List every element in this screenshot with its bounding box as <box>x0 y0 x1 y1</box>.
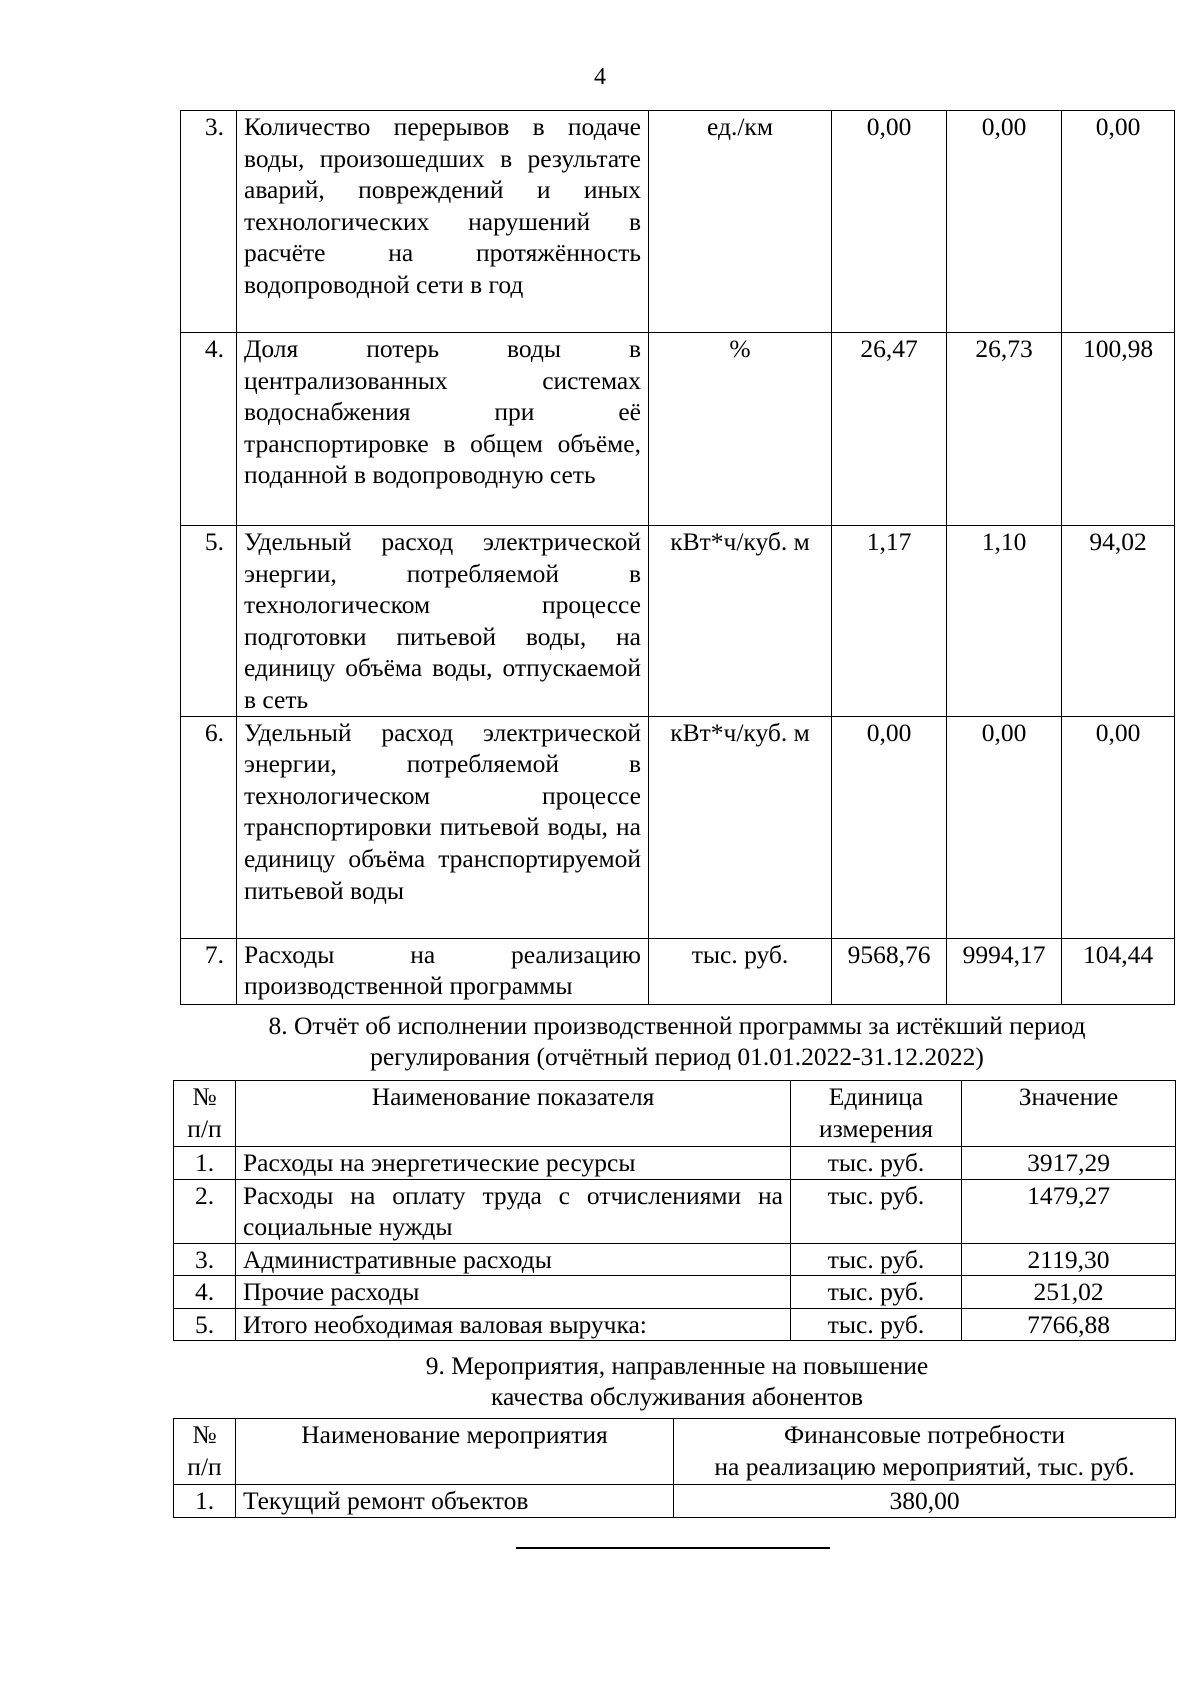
unit: тыс. руб. <box>791 1179 962 1243</box>
value-2: 1,10 <box>947 526 1062 717</box>
indicator-name: Итого необходимая валовая выручка: <box>236 1308 791 1341</box>
indicator-name: Доля потерь воды в централизованных системах водоснабжения при её транспортировке в общем объёме, поданной в водопроводную сеть <box>237 333 649 526</box>
header-num: № п/п <box>174 1081 236 1147</box>
table-row <box>174 1243 1176 1276</box>
unit: ед./км <box>649 111 832 333</box>
table-header-row <box>174 1419 1176 1485</box>
header-finance <box>674 1419 1176 1485</box>
section-9-title-line-2: качества обслуживания абонентов <box>490 1382 864 1411</box>
value: 2119,30 <box>962 1243 1176 1276</box>
section-8-title-line-1: 8. Отчёт об исполнении производственной программы за истёкший период <box>268 1011 1086 1040</box>
value-1: 0,00 <box>832 716 947 938</box>
indicator-name: Удельный расход электрической энергии, потребляемой в технологическом процессе транспортировки питьевой воды, на единицу объёма транспортируемой питьевой воды <box>237 716 649 938</box>
indicator-name: Расходы на энергетические ресурсы <box>236 1147 791 1180</box>
header-finance-line-2: на реализацию мероприятий, тыс. руб. <box>714 1451 1135 1481</box>
indicator-name: Прочие расходы <box>236 1276 791 1309</box>
header-unit: Единица измерения <box>791 1081 962 1147</box>
table-row <box>181 716 1175 938</box>
value-2: 0,00 <box>947 716 1062 938</box>
finance-value: 380,00 <box>674 1485 1176 1518</box>
section-8-title-line-2: регулирования (отчётный период 01.01.2022-31.12.2022) <box>370 1042 984 1071</box>
table-row <box>174 1147 1176 1180</box>
indicators-table <box>180 110 1175 1005</box>
unit: кВт*ч/куб. м <box>649 526 832 717</box>
value-2: 9994,17 <box>947 938 1062 1004</box>
unit: тыс. руб. <box>649 938 832 1004</box>
value-1: 0,00 <box>832 111 947 333</box>
indicator-name: Расходы на оплату труда с отчислениями на социальные нужды <box>236 1179 791 1243</box>
report-table <box>173 1080 1176 1341</box>
value-3: 0,00 <box>1062 716 1175 938</box>
value-3: 104,44 <box>1062 938 1175 1004</box>
table-row <box>174 1308 1176 1341</box>
row-number: 4. <box>174 1276 236 1309</box>
value-3: 100,98 <box>1062 333 1175 526</box>
table-row <box>174 1485 1176 1518</box>
row-number: 3. <box>174 1243 236 1276</box>
row-number: 7. <box>181 938 237 1004</box>
table-row <box>181 938 1175 1004</box>
indicator-name: Удельный расход электрической энергии, потребляемой в технологическом процессе подготовки питьевой воды, на единицу объёма воды, отпускаемой в сеть <box>237 526 649 717</box>
value-1: 9568,76 <box>832 938 947 1004</box>
row-number: 1. <box>174 1147 236 1180</box>
unit: тыс. руб. <box>791 1276 962 1309</box>
table-row <box>181 111 1175 333</box>
section-9-title <box>180 1350 1174 1412</box>
table-row <box>174 1179 1176 1243</box>
closing-rule <box>516 1547 830 1549</box>
unit: кВт*ч/куб. м <box>649 716 832 938</box>
value: 3917,29 <box>962 1147 1176 1180</box>
table-row <box>181 333 1175 526</box>
header-num: № п/п <box>174 1419 236 1485</box>
indicator-name: Административные расходы <box>236 1243 791 1276</box>
measure-name: Текущий ремонт объектов <box>236 1485 674 1518</box>
table-row <box>174 1276 1176 1309</box>
row-number: 5. <box>181 526 237 717</box>
row-number: 3. <box>181 111 237 333</box>
value-3: 0,00 <box>1062 111 1175 333</box>
row-number: 5. <box>174 1308 236 1341</box>
value-3: 94,02 <box>1062 526 1175 717</box>
page-number: 4 <box>594 64 606 90</box>
unit: тыс. руб. <box>791 1147 962 1180</box>
section-9-title-line-1: 9. Мероприятия, направленные на повышение <box>425 1351 929 1380</box>
row-number: 1. <box>174 1485 236 1518</box>
value-1: 1,17 <box>832 526 947 717</box>
row-number: 2. <box>174 1179 236 1243</box>
value-1: 26,47 <box>832 333 947 526</box>
header-finance-line-1: Финансовые потребности <box>783 1420 1066 1449</box>
indicator-name: Расходы на реализацию производственной программы <box>237 938 649 1004</box>
value: 251,02 <box>962 1276 1176 1309</box>
unit: % <box>649 333 832 526</box>
header-name: Наименование показателя <box>236 1081 791 1147</box>
row-number: 4. <box>181 333 237 526</box>
unit: тыс. руб. <box>791 1308 962 1341</box>
value-2: 26,73 <box>947 333 1062 526</box>
section-8-title <box>180 1010 1174 1072</box>
header-name: Наименование мероприятия <box>236 1419 674 1485</box>
value: 7766,88 <box>962 1308 1176 1341</box>
header-value: Значение <box>962 1081 1176 1147</box>
measures-table <box>173 1418 1176 1518</box>
unit: тыс. руб. <box>791 1243 962 1276</box>
value: 1479,27 <box>962 1179 1176 1243</box>
table-header-row <box>174 1081 1176 1147</box>
value-2: 0,00 <box>947 111 1062 333</box>
row-number: 6. <box>181 716 237 938</box>
indicator-name: Количество перерывов в подаче воды, произошедших в результате аварий, повреждений и иных технологических нарушений в расчёте на протяжённость водопроводной сети в год <box>237 111 649 333</box>
table-row <box>181 526 1175 717</box>
